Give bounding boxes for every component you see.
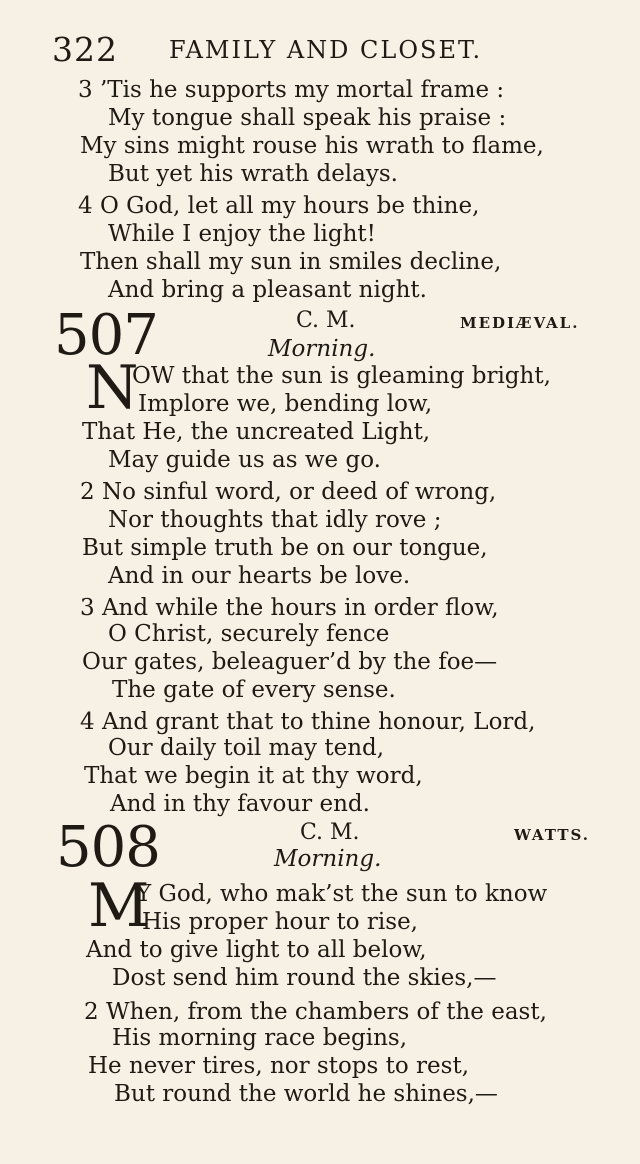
hymn-number: 507	[54, 303, 158, 368]
verse-line: 3 ’Tis he supports my mortal frame :	[78, 77, 505, 103]
hymn-meter: C. M.	[296, 308, 356, 333]
verse-line: His morning race begins,	[112, 1025, 408, 1051]
verse-line: That He, the uncreated Light,	[82, 419, 431, 445]
hymn-subtitle: Morning.	[274, 846, 382, 872]
verse-line: May guide us as we go.	[108, 447, 381, 473]
verse-line: 4 And grant that to thine honour, Lord,	[80, 709, 536, 735]
verse-line: Our daily toil may tend,	[108, 735, 385, 761]
verse-line: Nor thoughts that idly rove ;	[108, 507, 442, 533]
verse-line: 4 O God, let all my hours be thine,	[78, 193, 480, 219]
verse-line: But simple truth be on our tongue,	[82, 535, 488, 561]
verse-line: But yet his wrath delays.	[108, 161, 398, 187]
verse-line: OW that the sun is gleaming bright,	[132, 363, 551, 389]
page-header	[52, 30, 612, 70]
verse-line: 2 No sinful word, or deed of wrong,	[80, 479, 497, 505]
hymn-author: WATTS.	[514, 826, 591, 844]
drop-cap: N	[86, 353, 139, 423]
hymn-number: 508	[56, 815, 160, 880]
drop-cap: M	[88, 871, 150, 941]
verse-line: While I enjoy the light!	[108, 221, 376, 247]
page-number: 322	[52, 30, 118, 69]
verse-line: My tongue shall speak his praise :	[108, 105, 507, 131]
hymn-meter: C. M.	[300, 820, 360, 845]
verse-line: 2 When, from the chambers of the east,	[84, 999, 547, 1025]
verse-line: But round the world he shines,—	[114, 1081, 498, 1107]
verse-line: That we begin it at thy word,	[84, 763, 423, 789]
verse-line: My sins might rouse his wrath to flame,	[80, 133, 544, 159]
running-title: FAMILY AND CLOSET.	[169, 36, 483, 64]
verse-line: His proper hour to rise,	[142, 909, 418, 935]
verse-line: Then shall my sun in smiles decline,	[80, 249, 502, 275]
verse-line: O Christ, securely fence	[108, 621, 390, 647]
hymn-author: MEDIÆVAL.	[460, 314, 580, 332]
verse-line: The gate of every sense.	[112, 677, 396, 703]
verse-line: And in our hearts be love.	[108, 563, 411, 589]
verse-line: And to give light to all below,	[86, 937, 427, 963]
verse-line: And in thy favour end.	[110, 791, 370, 817]
verse-line: 3 And while the hours in order flow,	[80, 595, 499, 621]
verse-line: Y God, who mak’st the sun to know	[136, 881, 548, 907]
verse-line: Dost send him round the skies,—	[112, 965, 497, 991]
verse-line: Implore we, bending low,	[138, 391, 433, 417]
verse-line: He never tires, nor stops to rest,	[88, 1053, 470, 1079]
verse-line: And bring a pleasant night.	[108, 277, 427, 303]
hymn-subtitle: Morning.	[268, 336, 376, 362]
verse-line: Our gates, beleaguer’d by the foe—	[82, 649, 498, 675]
